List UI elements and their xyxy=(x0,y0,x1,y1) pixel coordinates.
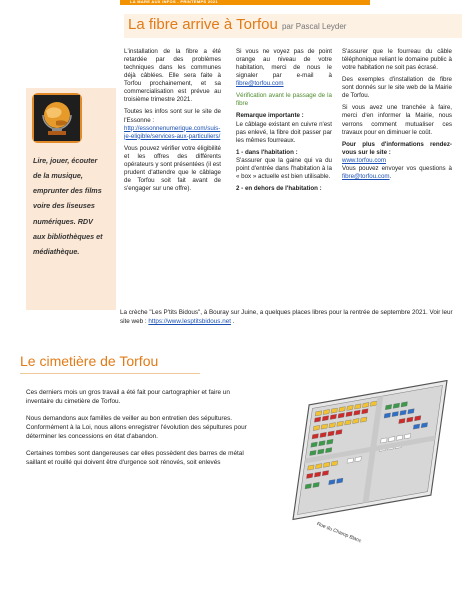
header-tagline: LA MARE AUX INFOS - PRINTEMPS 2021 xyxy=(130,0,218,4)
paragraph: Nous demandons aux familles de veiller au bon entretien des sépultures. Conformément à la Loi, nous allons enregistrer l'évolution des sépultures pour déterminer les concessions en état d'abandon. xyxy=(26,414,247,440)
sidebar-text xyxy=(33,153,113,259)
paragraph-text: Vous pouvez envoyer vos questions à xyxy=(342,164,452,172)
sidebar-line: emprunter des films xyxy=(33,186,102,196)
globe-books-icon xyxy=(32,93,82,143)
paragraph: Si vous avez une tranchée à faire, merci d'en informer la Mairie, nous verrons comment mutualiser ces travaux pour en diminuer le coût. xyxy=(342,104,452,136)
article-column-1 xyxy=(124,48,221,197)
period: . xyxy=(232,317,235,325)
article-byline: par Pascal Leyder xyxy=(281,22,347,31)
paragraph xyxy=(236,48,332,88)
paragraph: Vous pouvez vérifier votre éligibilité et les offres des différents opérateurs y sont présentées (il est prudent d'attendre que le câblage de Torfou soit fait avant de s'engager sur une offre). xyxy=(124,144,221,192)
sidebar-line: aux bibliothèques et xyxy=(33,231,103,241)
paragraph: Certaines tombes sont dangereuses car elles possèdent des barres de métal saillant et rouillé qui doivent être d'urgence soit rénovés, soit enlevés xyxy=(26,449,244,466)
paragraph: Le câblage existant en cuivre n'est pas enlevé, la fibre doit passer par les mêmes fourreaux. xyxy=(236,120,332,144)
paragraph: Des exemples d'installation de fibre sont donnés sur le site web de la Mairie de Torfou. xyxy=(342,76,452,100)
sidebar-line: de la musique, xyxy=(33,171,83,181)
creche-notice xyxy=(120,309,460,327)
remark-heading: Remarque importante : xyxy=(236,112,304,120)
info-heading: Pour plus d'informations rendez-vous sur le site : xyxy=(342,140,452,156)
period: . xyxy=(389,172,392,180)
step-heading: 1 - dans l'habitation : xyxy=(236,148,298,156)
cemetery-title: Le cimetière de Torfou xyxy=(20,353,159,369)
torfou-site-link[interactable]: www.torfou.com xyxy=(342,156,387,164)
fibre-email-link-2[interactable]: fibre@torfou.com xyxy=(342,172,390,180)
sidebar-line: médiathèque. xyxy=(33,246,80,256)
map-street-label: Rue du Champ Blanc xyxy=(315,521,363,545)
paragraph xyxy=(342,165,452,181)
paragraph-text: Si vous ne voyez pas de point orange au niveau de votre habitation, merci de nous le signaler par e-mail à xyxy=(236,48,332,80)
paragraph xyxy=(124,108,221,140)
sidebar-line: Lire, jouer, écouter xyxy=(33,156,98,165)
paragraph: L'installation de la fibre a été retardée par des problèmes techniques dans les communes déjà câblées. Elle sera faite à Torfou prochainement, et sa commercialisation est prévue au troisième trimestre 2021. xyxy=(124,48,221,104)
article-title-text: La fibre arrive à Torfou xyxy=(128,16,278,33)
paragraph: S'assurer que la gaine qui va du point d'entrée dans l'habitation à la « box » actuelle est bien utilisable. xyxy=(236,156,332,180)
cemetery-map xyxy=(280,380,460,530)
sidebar-line: numériques. RDV xyxy=(33,216,93,226)
essonne-link[interactable]: http://essonnenumerique.com/suis-je-eligible/services-aux-particuliers/ xyxy=(124,124,221,140)
step-heading: 2 - en dehors de l'habitation : xyxy=(236,184,322,192)
paragraph-text: Toutes les infos sont sur le site de l'Essonne : xyxy=(124,108,221,124)
fibre-email-link[interactable]: fibre@torfou.com xyxy=(236,80,284,88)
cemetery-map-drawing xyxy=(280,380,460,530)
sidebar-line: voire des liseuses xyxy=(33,201,95,211)
title-underline xyxy=(20,373,200,374)
creche-link[interactable]: https://www.lesptitsbidous.net xyxy=(148,317,231,325)
creche-text: La crèche "Les P'tits Bidous", à Bouray sur Juine, a quelques places libres pour la rentrée de septembre 2021. Voir leur site web : xyxy=(120,309,453,325)
cemetery-text xyxy=(26,389,252,476)
article-column-3 xyxy=(342,48,452,185)
article-column-2 xyxy=(236,48,332,193)
section-subtitle: Vérification avant le passage de la fibre xyxy=(236,92,332,108)
paragraph: Ces derniers mois un gros travail a été fait pour cartographier et faire un inventaire du cimetière de Torfou. xyxy=(26,389,230,405)
article-title xyxy=(128,16,346,33)
paragraph: S'assurer que le fourreau du câble téléphonique reliant le domaine public à votre habitation ne soit pas écrasé. xyxy=(342,48,452,72)
